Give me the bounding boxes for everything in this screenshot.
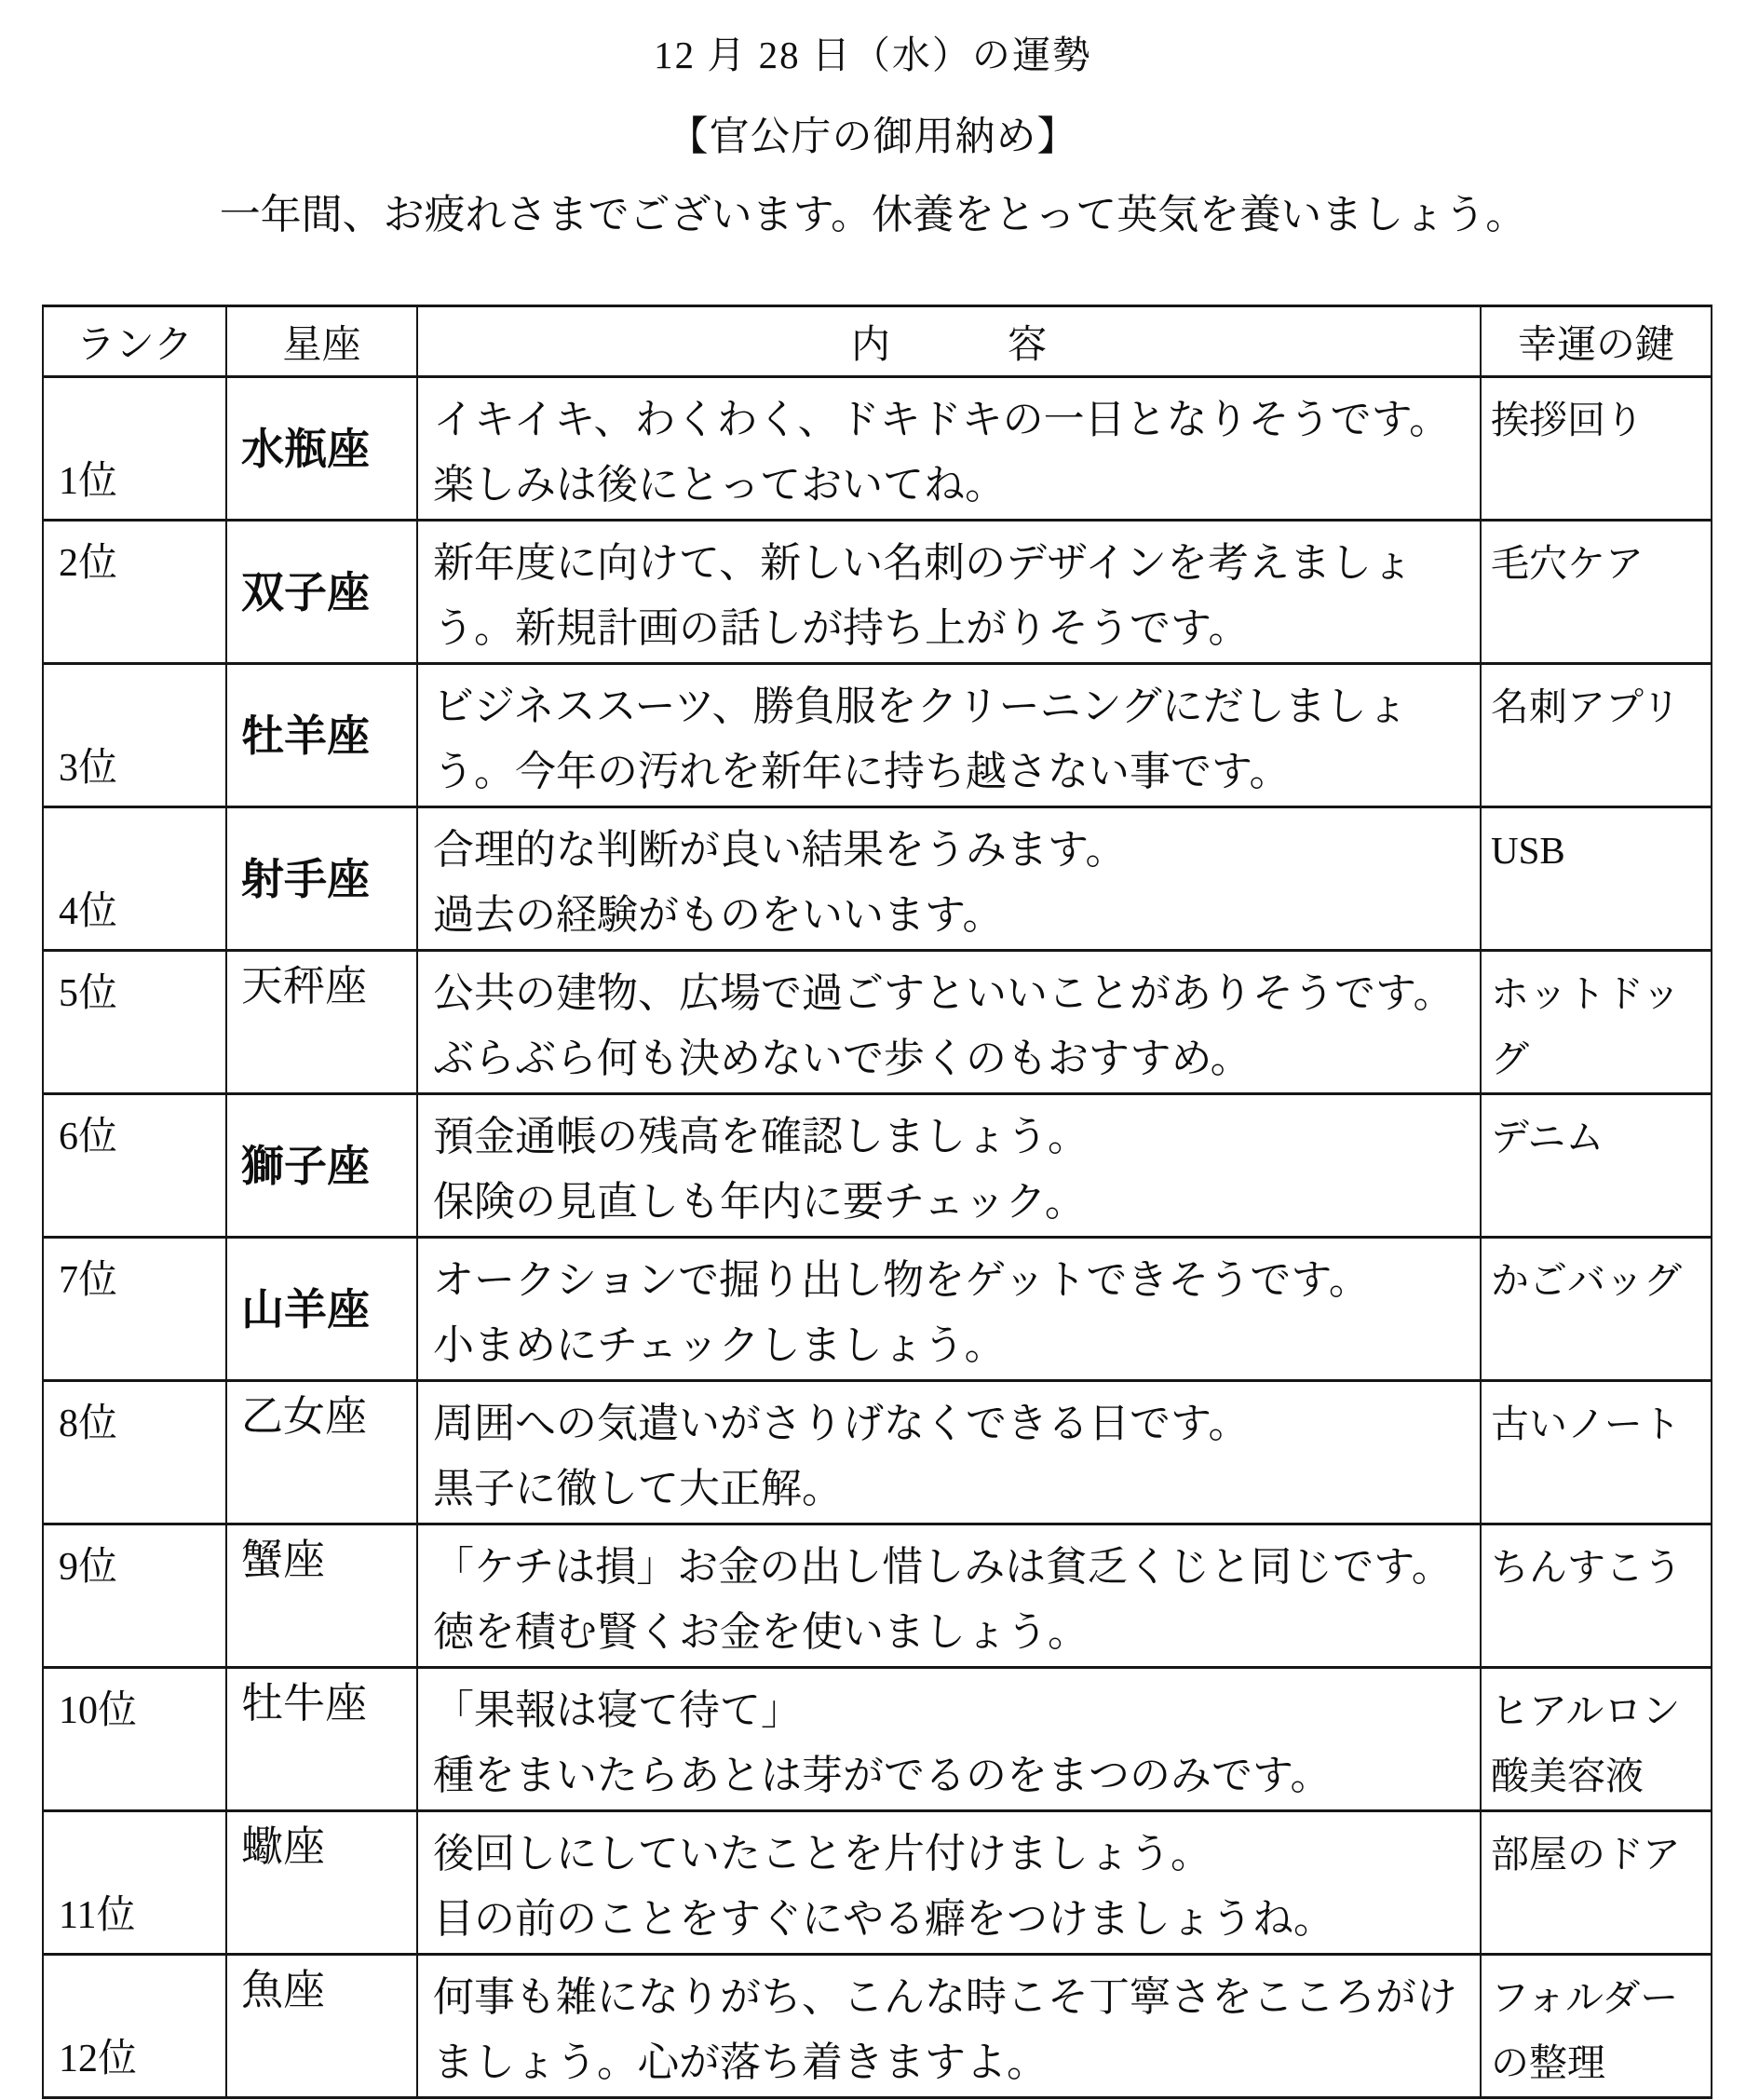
table-row xyxy=(43,1094,1712,1238)
zodiac-sign-cell xyxy=(226,521,417,664)
rank-cell xyxy=(43,1955,226,2098)
lucky-key-text-line: ヒアルロン xyxy=(1491,1689,1681,1732)
zodiac-sign-label: 牡牛座 xyxy=(241,1680,368,1727)
lucky-key-text-line: ホットドッ xyxy=(1491,972,1681,1015)
zodiac-sign-label: 山羊座 xyxy=(241,1284,370,1334)
content-text-line: 預金通帳の残高を確認しましょう。 xyxy=(433,1114,1089,1159)
fortune-ranking-table xyxy=(42,305,1712,2099)
page-title: 12 月 28 日（水）の運勢 xyxy=(654,34,1092,76)
rank-cell xyxy=(43,951,226,1094)
rank-cell xyxy=(43,1381,226,1524)
content-text-line: オークションで掘り出し物をゲットできそうです。 xyxy=(433,1257,1370,1303)
page-subtitle: 【官公庁の御用納め】 xyxy=(668,115,1078,159)
table-row xyxy=(43,1668,1712,1811)
zodiac-sign-label: 水瓶座 xyxy=(241,424,370,473)
content-text-line: 公共の建物、広場で過ごすといいことがありそうです。 xyxy=(433,970,1455,1016)
rank-label: 7位 xyxy=(59,1259,118,1302)
content-text-line: 「ケチは損」お金の出し惜しみは貧乏くじと同じです。 xyxy=(433,1544,1453,1590)
zodiac-sign-label: 乙女座 xyxy=(241,1393,368,1440)
zodiac-sign-cell xyxy=(226,1524,417,1668)
content-text-line: 保険の見直しも年内に要チェック。 xyxy=(433,1179,1086,1225)
rank-label: 2位 xyxy=(59,542,118,585)
lucky-key-text-line: フォルダー xyxy=(1491,1976,1679,2019)
lucky-key-text-line: 古いノート xyxy=(1491,1402,1681,1445)
lucky-key-text-line: 部屋のドア xyxy=(1491,1833,1681,1876)
zodiac-sign-cell xyxy=(226,377,417,521)
content-text-line: 「果報は寝て待て」 xyxy=(433,1687,802,1733)
column-header-sign: 星座 xyxy=(226,306,417,377)
content-text-line: 種をまいたらあとは芽がでるのをまつのみです。 xyxy=(433,1753,1332,1798)
table-row xyxy=(43,377,1712,521)
content-cell xyxy=(417,1238,1481,1381)
table-row xyxy=(43,521,1712,664)
zodiac-sign-cell xyxy=(226,951,417,1094)
content-text-line: 何事も雑になりがち、こんな時こそ丁寧さをこころがけ xyxy=(433,1974,1457,2020)
lucky-key-text-line: グ xyxy=(1491,1037,1529,1080)
column-header-lucky: 幸運の鍵 xyxy=(1481,306,1712,377)
lucky-key-cell xyxy=(1481,951,1712,1094)
zodiac-sign-label: 射手座 xyxy=(241,854,370,903)
content-cell xyxy=(417,951,1481,1094)
column-header-rank: ランク xyxy=(43,306,226,377)
zodiac-sign-label: 魚座 xyxy=(241,1967,326,2013)
content-text-line: 目の前のことをすぐにやる癖をつけましょうね。 xyxy=(433,1896,1334,1942)
lucky-key-text-line: 酸美容液 xyxy=(1491,1755,1644,1797)
content-text-line: イキイキ、わくわく、ドキドキの一日となりそうです。 xyxy=(433,397,1451,442)
content-cell xyxy=(417,377,1481,521)
lucky-key-cell xyxy=(1481,377,1712,521)
zodiac-sign-cell xyxy=(226,1094,417,1238)
content-text-line: 合理的な判断が良い結果をうみます。 xyxy=(433,827,1127,873)
content-cell xyxy=(417,521,1481,664)
content-cell xyxy=(417,1668,1481,1811)
lucky-key-cell xyxy=(1481,1811,1712,1955)
table-row xyxy=(43,951,1712,1094)
content-text-line: ビジネススーツ、勝負服をクリーニングにだしましょ xyxy=(433,684,1408,729)
rank-label: 8位 xyxy=(59,1402,118,1445)
rank-cell xyxy=(43,1094,226,1238)
rank-label: 11位 xyxy=(59,1894,136,1937)
content-text-line: 過去の経験がものをいいます。 xyxy=(433,892,1004,938)
content-cell xyxy=(417,664,1481,807)
rank-label: 12位 xyxy=(59,2038,138,2080)
table-header-row xyxy=(43,306,1712,377)
rank-label: 9位 xyxy=(59,1546,118,1589)
lucky-key-text-line: USB xyxy=(1491,829,1565,872)
lucky-key-cell xyxy=(1481,1094,1712,1238)
rank-cell xyxy=(43,1238,226,1381)
table-row xyxy=(43,1524,1712,1668)
rank-label: 6位 xyxy=(59,1116,118,1158)
lucky-key-text-line: ちんすこう xyxy=(1491,1546,1682,1589)
column-header-content: 内 容 xyxy=(417,306,1481,377)
lucky-key-text-line: の整理 xyxy=(1491,2041,1605,2084)
lucky-key-cell xyxy=(1481,1668,1712,1811)
zodiac-sign-label: 天秤座 xyxy=(241,963,368,1009)
lucky-key-text-line: かごバッグ xyxy=(1491,1259,1682,1302)
content-cell xyxy=(417,1811,1481,1955)
zodiac-sign-cell xyxy=(226,664,417,807)
zodiac-sign-cell xyxy=(226,1811,417,1955)
table-row xyxy=(43,1238,1712,1381)
content-text-line: 周囲への気遣いがさりげなくできる日です。 xyxy=(433,1401,1250,1446)
zodiac-sign-label: 蟹座 xyxy=(241,1537,326,1583)
rank-label: 1位 xyxy=(59,460,118,503)
rank-cell xyxy=(43,377,226,521)
zodiac-sign-cell xyxy=(226,1668,417,1811)
zodiac-sign-label: 獅子座 xyxy=(241,1141,370,1190)
table-row xyxy=(43,807,1712,951)
rank-label: 3位 xyxy=(59,747,118,790)
rank-label: 10位 xyxy=(59,1689,138,1732)
zodiac-sign-cell xyxy=(226,1955,417,2098)
lucky-key-cell xyxy=(1481,1238,1712,1381)
content-cell xyxy=(417,1524,1481,1668)
lucky-key-cell xyxy=(1481,521,1712,664)
content-text-line: 小まめにチェックしましょう。 xyxy=(433,1322,1006,1368)
content-text-line: 黒子に徹して大正解。 xyxy=(433,1466,843,1511)
content-cell xyxy=(417,1094,1481,1238)
content-text-line: 徳を積む賢くお金を使いましょう。 xyxy=(433,1609,1089,1655)
lucky-key-cell xyxy=(1481,807,1712,951)
zodiac-sign-label: 双子座 xyxy=(241,567,370,616)
lucky-key-text-line: 名刺アプリ xyxy=(1491,685,1681,728)
rank-cell xyxy=(43,1811,226,1955)
content-cell xyxy=(417,807,1481,951)
table-row xyxy=(43,1955,1712,2098)
zodiac-sign-label: 牡羊座 xyxy=(241,711,370,760)
table-body xyxy=(43,377,1712,2098)
lucky-key-cell xyxy=(1481,664,1712,807)
lucky-key-cell xyxy=(1481,1955,1712,2098)
rank-cell xyxy=(43,1524,226,1668)
zodiac-sign-cell xyxy=(226,1238,417,1381)
table-row xyxy=(43,1811,1712,1955)
rank-label: 5位 xyxy=(59,972,118,1015)
content-text-line: ぶらぶら何も決めないで歩くのもおすすめ。 xyxy=(433,1036,1252,1081)
page-description: 一年間、お疲れさまでございます。休養をとって英気を養いましょう。 xyxy=(219,192,1527,237)
zodiac-sign-label: 蠍座 xyxy=(241,1823,326,1870)
lucky-key-text-line: 毛穴ケア xyxy=(1491,542,1644,585)
content-text-line: 新年度に向けて、新しい名刺のデザインを考えましょ xyxy=(433,540,1414,586)
lucky-key-cell xyxy=(1481,1381,1712,1524)
lucky-key-text-line: 挨拶回り xyxy=(1491,399,1644,441)
content-text-line: う。今年の汚れを新年に持ち越さない事です。 xyxy=(433,749,1291,794)
table-row xyxy=(43,664,1712,807)
lucky-key-cell xyxy=(1481,1524,1712,1668)
content-text-line: ましょう。心が落ち着きますよ。 xyxy=(433,2039,1048,2085)
content-text-line: う。新規計画の話しが持ち上がりそうです。 xyxy=(433,605,1250,651)
table-row xyxy=(43,1381,1712,1524)
rank-label: 4位 xyxy=(59,890,118,933)
rank-cell xyxy=(43,664,226,807)
lucky-key-text-line: デニム xyxy=(1491,1116,1604,1158)
zodiac-sign-cell xyxy=(226,1381,417,1524)
content-text-line: 楽しみは後にとっておいてね。 xyxy=(433,462,1007,508)
rank-cell xyxy=(43,521,226,664)
content-cell xyxy=(417,1381,1481,1524)
rank-cell xyxy=(43,1668,226,1811)
rank-cell xyxy=(43,807,226,951)
content-text-line: 後回しにしていたことを片付けましょう。 xyxy=(433,1831,1211,1876)
zodiac-sign-cell xyxy=(226,807,417,951)
content-cell xyxy=(417,1955,1481,2098)
